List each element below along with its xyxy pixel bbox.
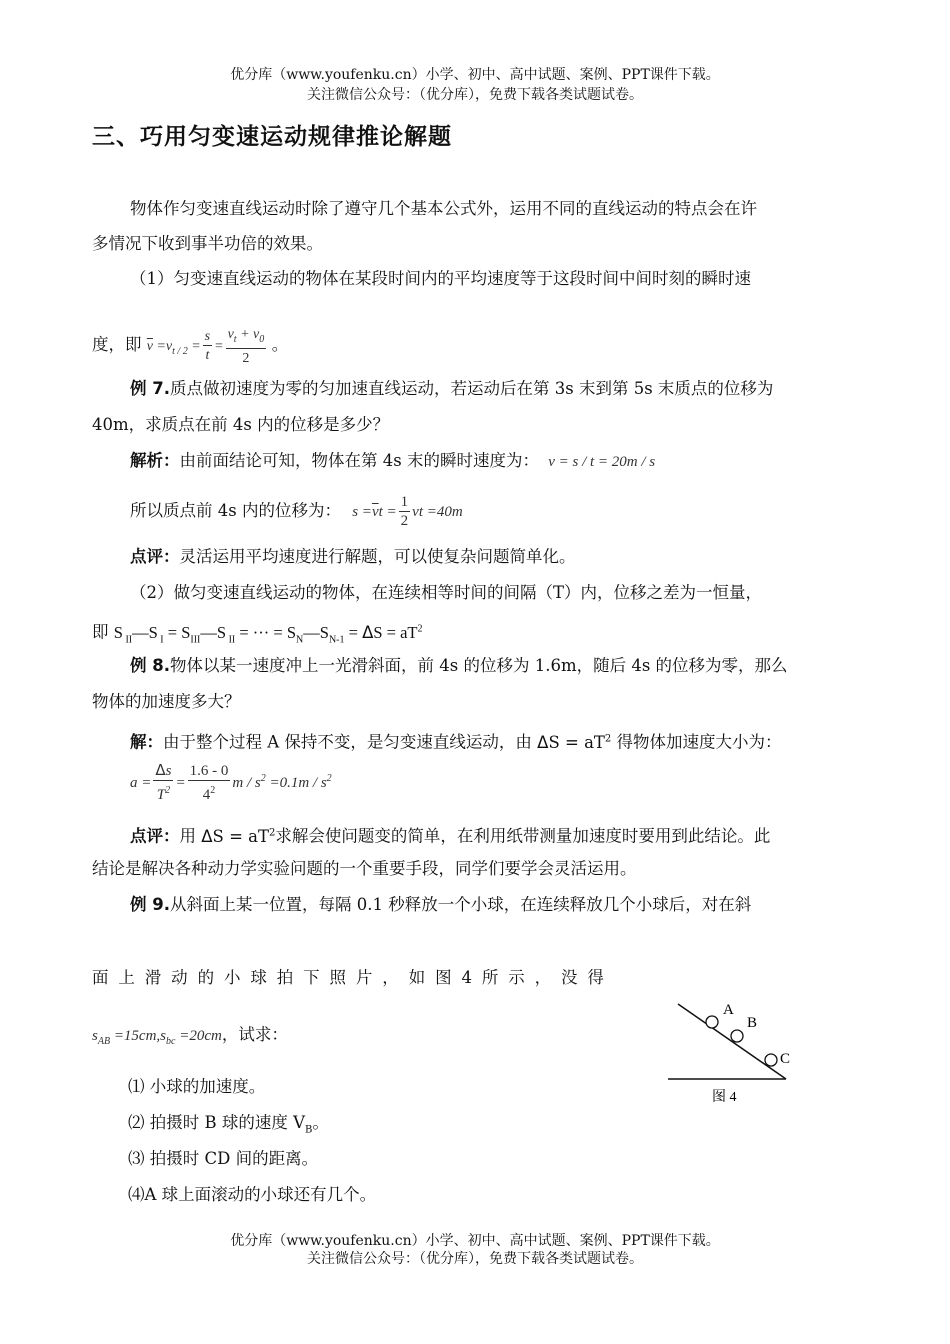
ex7-displacement-formula: $s =\overline{v}t$ = $\frac{1}{2}$ vt =40m <box>352 494 463 529</box>
ex9-label: 例 9. <box>130 895 170 914</box>
ex8-solution <box>92 728 898 754</box>
ex9-word: ， <box>534 968 552 987</box>
incline-diagram <box>660 990 800 1120</box>
ex9-word: 动 <box>171 968 188 987</box>
ex9-word: ， <box>382 968 399 987</box>
ex9-word: 的 <box>197 968 215 987</box>
page-header-line1: 优分库（www.youfenku.cn）小学、初中、高中试题、案例、PPT课件下载。 <box>230 67 720 83</box>
ex9-q2-end: 。 <box>312 1113 329 1132</box>
successive-difference-formula: S $_{II}$—S $_I = S_{III}—S$ $_{II}$ = ··· = $S_N—S_{N-1} = \Delta S = aT^2$ <box>113 622 423 645</box>
rule1-suffix: 。 <box>271 335 289 355</box>
page-footer-line2: 关注微信公众号：（优分库），免费下载各类试题试卷。 <box>307 1251 643 1267</box>
ex7-label: 例 7. <box>130 379 170 398</box>
ex9-word: 示 <box>508 968 525 987</box>
ex7-text: 质点做初速度为零的匀加速直线运动，若运动后在第 3s 末到第 5s 末质点的位移为 <box>170 379 774 398</box>
rule1-line2 <box>92 326 860 368</box>
ex9-q3: ⑶ 拍摄时 CD 间的距离。 <box>128 1149 319 1168</box>
ex8-comment-formula: $\Delta S = aT^2$ <box>201 826 276 846</box>
label-a: A <box>723 1002 734 1018</box>
ex9-word: 没 <box>561 968 578 987</box>
ex7-comment <box>92 546 898 568</box>
ex9-word: 得 <box>587 968 604 987</box>
ex9-line1 <box>92 894 898 916</box>
intro-line1: 物体作匀变速直线运动时除了遵守几个基本公式外，运用不同的直线运动的特点会在许 <box>130 199 757 218</box>
ex9-word: 图 <box>435 968 452 987</box>
ex7-analysis-text: 由前面结论可知，物体在第 4s 末的瞬时速度为： <box>179 451 539 470</box>
ex7-line1 <box>92 378 898 400</box>
ball-c <box>765 1054 777 1066</box>
label-c: C <box>780 1051 791 1067</box>
page-header-line2: 关注微信公众号：（优分库），免费下载各类试题试卷。 <box>307 87 643 103</box>
ex9-word: 小 <box>223 968 241 987</box>
ex9-word: 拍 <box>276 968 294 987</box>
ex8-comment <box>92 822 898 848</box>
ex8-comment-a: 用 <box>179 826 196 846</box>
ex8-comment-label: 点评： <box>130 826 180 846</box>
ex8-acceleration-formula: a = $\frac{\Delta s}{T^2}$ = $\frac{1.6 - 0}{4^2}$ $m / s^2 =0.1m / s^2$ <box>130 761 332 803</box>
figure-caption: 图 4 <box>712 1090 737 1105</box>
intro-line2: 多情况下收到事半功倍的效果。 <box>92 234 323 253</box>
ex9-word: 片 <box>355 968 373 987</box>
ex8-comment-b: 求解会使问题变的简单，在利用纸带测量加速度时要用到此结论。此 <box>275 826 771 846</box>
figure-4 <box>660 990 800 1120</box>
rule2-line2 <box>92 618 860 651</box>
page-footer-line1: 优分库（www.youfenku.cn）小学、初中、高中试题、案例、PPT课件下载。 <box>230 1233 720 1249</box>
ex8-line2: 物体的加速度多大？ <box>92 692 241 711</box>
rule1-prefix: 度，即 <box>92 335 142 355</box>
ex9-word: 面 <box>92 968 109 987</box>
ball-a <box>706 1016 718 1028</box>
ex8-text: 物体以某一速度冲上一光滑斜面，前 4s 的位移为 1.6m，随后 4s 的位移为零，那么 <box>170 656 788 675</box>
rule2-prefix: 即 <box>92 622 109 642</box>
ex9-word: 如 <box>408 968 426 987</box>
ex7-analysis-label: 解析： <box>130 451 180 470</box>
ex8-delta-formula: $\Delta S = aT^2$ <box>537 732 612 752</box>
rule1-line1: （1）匀变速直线运动的物体在某段时间内的平均速度等于这段时间中间时刻的瞬时速 <box>130 269 751 288</box>
ex7-line2: 40m，求质点在前 4s 内的位移是多少？ <box>92 415 390 434</box>
ex7-comment-label: 点评： <box>130 547 180 566</box>
ex7-disp-text: 所以质点前 4s 内的位移为： <box>130 500 341 520</box>
ex8-label: 例 8. <box>130 656 170 675</box>
ex7-comment-text: 灵活运用平均速度进行解题，可以使复杂问题简单化。 <box>179 547 576 566</box>
ex8-solution-label: 解： <box>130 732 163 752</box>
ex9-word: 照 <box>329 968 347 987</box>
ex7-analysis <box>92 450 898 473</box>
ex7-displacement <box>92 494 898 531</box>
rule2-line1: （2）做匀变速直线运动的物体，在连续相等时间的间隔（T）内，位移之差为一恒量， <box>130 583 763 602</box>
ex8-solution-text-a: 由于整个过程 A 保持不变，是匀变速直线运动，由 <box>163 732 532 752</box>
ex9-word: 滑 <box>144 968 162 987</box>
ex9-word: 4 <box>461 968 472 987</box>
ball-b <box>731 1030 743 1042</box>
ex8-comment-line2: 结论是解决各种动力学实验问题的一个重要手段，同学们要学会灵活运用。 <box>92 859 637 878</box>
ex9-given-formula: $s_{AB} =15cm,s_{bc} =20cm$ <box>92 1028 222 1047</box>
ex9-word: 球 <box>250 968 267 987</box>
ex9-q2-sub: B <box>305 1124 313 1136</box>
ex8-line1 <box>92 655 898 677</box>
ex7-velocity-formula: v = s / t = 20m / s <box>548 454 656 470</box>
ex9-q2-text: ⑵ 拍摄时 B 球的速度 V <box>128 1113 306 1132</box>
ex9-word: 所 <box>481 968 499 987</box>
mean-velocity-formula: $\overline{v} =v_{t / 2}$ = $\frac{s}{t}$ = $\frac{v_t + v_0}{2}$ <box>146 327 265 366</box>
ex9-q4: ⑷A 球上面滚动的小球还有几个。 <box>128 1185 377 1204</box>
ex9-word: 下 <box>303 968 320 987</box>
ex9-text: 从斜面上某一位置，每隔 0.1 秒释放一个小球，在连续释放几个小球后，对在斜 <box>170 895 752 914</box>
ex9-line2 <box>92 967 604 989</box>
ex9-q1: ⑴ 小球的加速度。 <box>128 1077 266 1096</box>
ex9-given-suffix: ，试求： <box>221 1025 288 1044</box>
ex8-solution-text-b: 得物体加速度大小为： <box>616 732 782 752</box>
label-b: B <box>747 1015 758 1031</box>
ex9-word: 上 <box>118 968 135 987</box>
section-title: 三、巧用匀变速运动规律推论解题 <box>92 124 452 150</box>
